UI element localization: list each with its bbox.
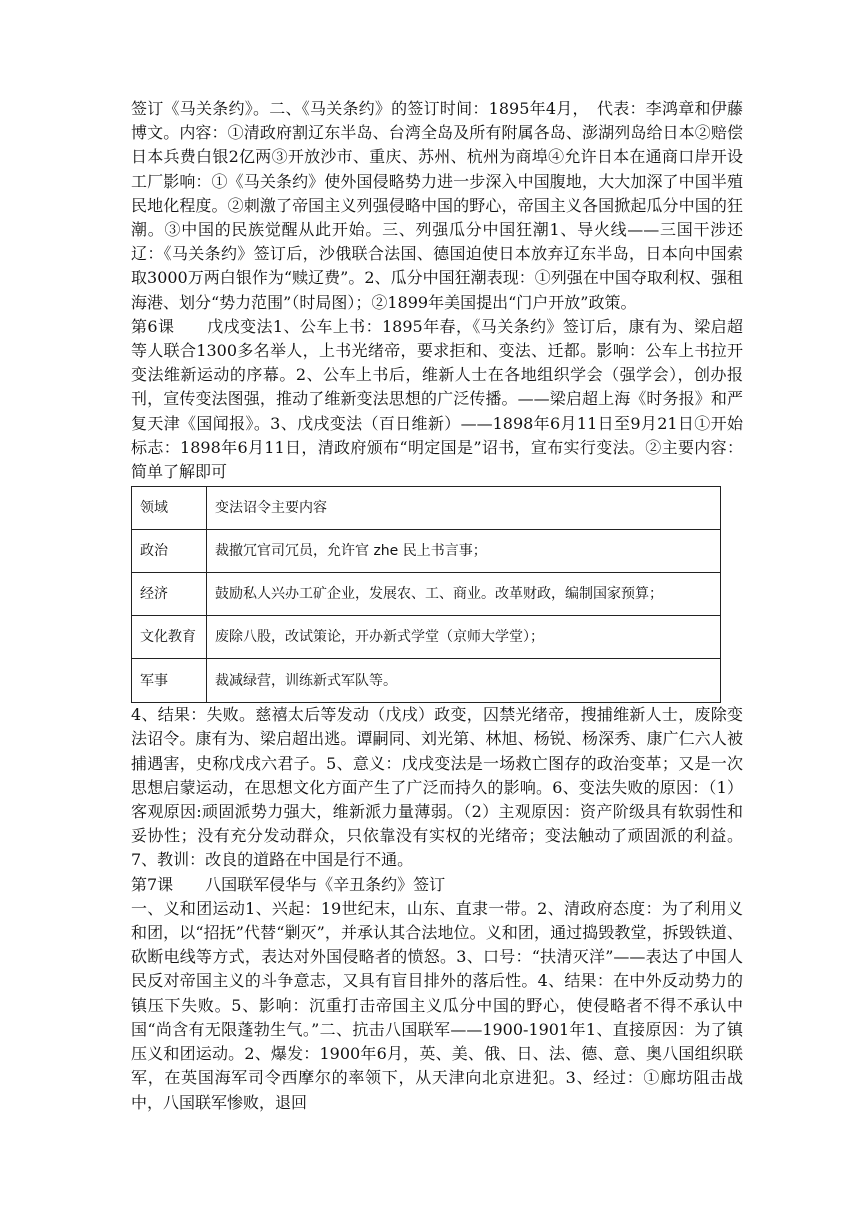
- table-cell-field: 政治: [132, 530, 207, 573]
- table-cell-field: 军事: [132, 659, 207, 703]
- table-cell-content: 鼓励私人兴办工矿企业，发展农、工、商业。改革财政，编制国家预算；: [207, 573, 721, 616]
- table-row: [132, 530, 721, 573]
- table-header-cell: 领域: [132, 487, 207, 530]
- table-row: [132, 659, 721, 703]
- table-row: [132, 616, 721, 659]
- document-page: [131, 97, 743, 1115]
- table-cell-content: 裁撤冗官司冗员，允许官 zhe 民上书言事；: [207, 530, 721, 573]
- paragraph-boxer-movement: 一、义和团运动1、兴起：19世纪末，山东、直隶一带。2、清政府态度：为了利用义和团，以“招抚”代替“剿灭”，并承认其合法地位。义和团，通过捣毁教堂，拆毁铁道、砍断电线等方式，表达对外国侵略者的愤怒。3、口号：“扶清灭洋”——表达了中国人民反对帝国主义的斗争意志，又具有盲目排外的落后性。4、结果：在中外反动势力的镇压下失败。5、影响：沉重打击帝国主义瓜分中国的野心，使侵略者不得不承认中国“尚含有无限蓬勃生气。”二、抗击八国联军——1900-1901年1、直接原因：为了镇压义和团运动。2、爆发：1900年6月，英、美、俄、日、法、德、意、奥八国组织联军，在英国海军司令西摩尔的率领下，从天津向北京进犯。3、经过：①廊坊阻击战中，八国联军惨败，退回: [131, 898, 743, 1112]
- paragraph-lesson-6: 第6课 戊戌变法1、公车上书：1895年春，《马关条约》签订后，康有为、梁启超等人联合1300多名举人，上书光绪帝，要求拒和、变法、迁都。影响：公车上书拉开变法维新运动的序幕。2、公车上书后，维新人士在各地组织学会（强学会），创办报刊，宣传变法图强，推动了维新变法思想的广泛传播。——梁启超上海《时务报》和严复天津《国闻报》。3、戊戌变法（百日维新）——1898年6月11日至9月21日①开始标志：1898年6月11日，清政府颁布“明定国是”诏书，宣布实行变法。②主要内容：简单了解即可: [131, 316, 743, 482]
- table-cell-content: 裁减绿营，训练新式军队等。: [207, 659, 721, 703]
- reform-edicts-table: [131, 486, 721, 703]
- table-header-row: [132, 487, 721, 530]
- paragraph-treaty-of-shimonoseki: 签订《马关条约》。二、《马关条约》的签订时间：1895年4月， 代表：李鸿章和伊藤博文。内容：①清政府割辽东半岛、台湾全岛及所有附属各岛、澎湖列岛给日本②赔偿日本兵费白银2亿两③开放沙市、重庆、苏州、杭州为商埠④允许日本在通商口岸开设工厂影响：①《马关条约》使外国侵略势力进一步深入中国腹地，大大加深了中国半殖民地化程度。②刺激了帝国主义列强侵略中国的野心，帝国主义各国掀起瓜分中国的狂潮。③中国的民族觉醒从此开始。三、列强瓜分中国狂潮1、导火线——三国干涉还辽：《马关条约》签订后，沙俄联合法国、德国迫使日本放弃辽东半岛，日本向中国索取3000万两白银作为“赎辽费”。2、瓜分中国狂潮表现：①列强在中国夺取利权、强租海港、划分“势力范围”（时局图）；②1899年美国提出“门户开放”政策。: [131, 99, 743, 312]
- table-cell-field: 文化教育: [132, 616, 207, 659]
- paragraph-reform-result: 4、结果：失败。慈禧太后等发动（戊戌）政变，囚禁光绪帝，搜捕维新人士，废除变法诏令。康有为、梁启超出逃。谭嗣同、刘光第、林旭、杨锐、杨深秀、康广仁六人被捕遇害，史称戊戌六君子。5、意义：戊戌变法是一场救亡图存的政治变革；又是一次思想启蒙运动，在思想文化方面产生了广泛而持久的影响。6、变法失败的原因：（1）客观原因:顽固派势力强大，维新派力量薄弱。（2）主观原因：资产阶级具有软弱性和妥协性；没有充分发动群众，只依靠没有实权的光绪帝；变法触动了顽固派的利益。7、教训：改良的道路在中国是行不通。: [131, 705, 743, 870]
- table-cell-field: 经济: [132, 573, 207, 616]
- lesson-7-heading: 第7课 八国联军侵华与《辛丑条约》签订: [131, 874, 446, 894]
- table-cell-content: 废除八股，改试策论，开办新式学堂（京师大学堂）；: [207, 616, 721, 659]
- table-header-cell: 变法诏令主要内容: [207, 487, 721, 530]
- table-row: [132, 573, 721, 616]
